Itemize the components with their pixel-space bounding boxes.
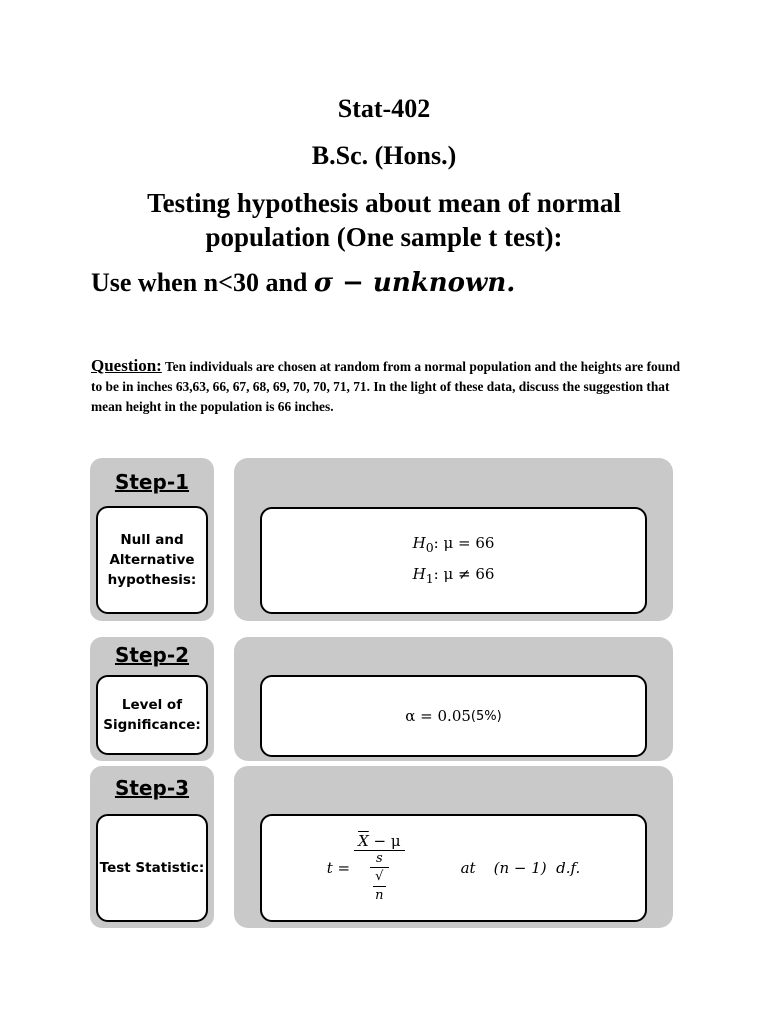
null-hypothesis: $H_0$: μ = 66 <box>412 533 495 555</box>
t-lhs: t = <box>326 859 351 877</box>
degree-title: B.Sc. (Hons.) <box>311 141 457 170</box>
step-1-title: Step-1 <box>114 470 190 494</box>
step-3-content-panel <box>234 766 673 928</box>
course-code: Stat-402 <box>337 94 431 123</box>
step-1-content-panel <box>234 458 673 621</box>
test-statistic-box <box>260 814 647 922</box>
significance-value: α = 0.05 <box>405 707 471 725</box>
t-fraction: $\overline{X} - \mu$ s √ n <box>354 832 405 905</box>
hypotheses <box>413 530 495 592</box>
topic-title: Testing hypothesis about mean of normal population (One sample t test): <box>147 188 621 252</box>
df-at: at <box>460 859 476 877</box>
step-3-label: Test Statistic: <box>96 814 208 922</box>
step-2-content-panel <box>234 637 673 761</box>
question-paragraph <box>91 356 691 417</box>
step-1-panel <box>90 458 214 621</box>
step-1-label: Null and Alternative hypothesis: <box>96 506 208 614</box>
significance-note: (5%) <box>470 708 502 724</box>
test-statistic-formula <box>327 832 581 905</box>
degrees-of-freedom: (n − 1) d.f. <box>493 859 581 877</box>
significance-box <box>260 675 647 757</box>
usage-condition <box>91 268 515 298</box>
step-2-panel <box>90 637 214 761</box>
step-3-title: Step-3 <box>114 776 190 800</box>
alternative-hypothesis: $H_1$: μ ≠ 66 <box>412 564 495 586</box>
step-3-panel <box>90 766 214 928</box>
question-label: Question: <box>91 356 162 375</box>
hypothesis-box <box>260 507 647 614</box>
step-2-title: Step-2 <box>114 643 190 667</box>
usage-prefix: Use when n<30 and <box>91 268 314 297</box>
usage-math: σ − unknown. <box>313 268 516 298</box>
question-text: Ten individuals are chosen at random from a normal population and the heights are found to be in inches 63,63, 66, 67, 68, 69, 70, 70, 71, 71. In the light of these data, discuss the suggestion that mean height in the population is 66 inches. <box>91 359 681 414</box>
step-2-label: Level of Significance: <box>96 675 208 755</box>
